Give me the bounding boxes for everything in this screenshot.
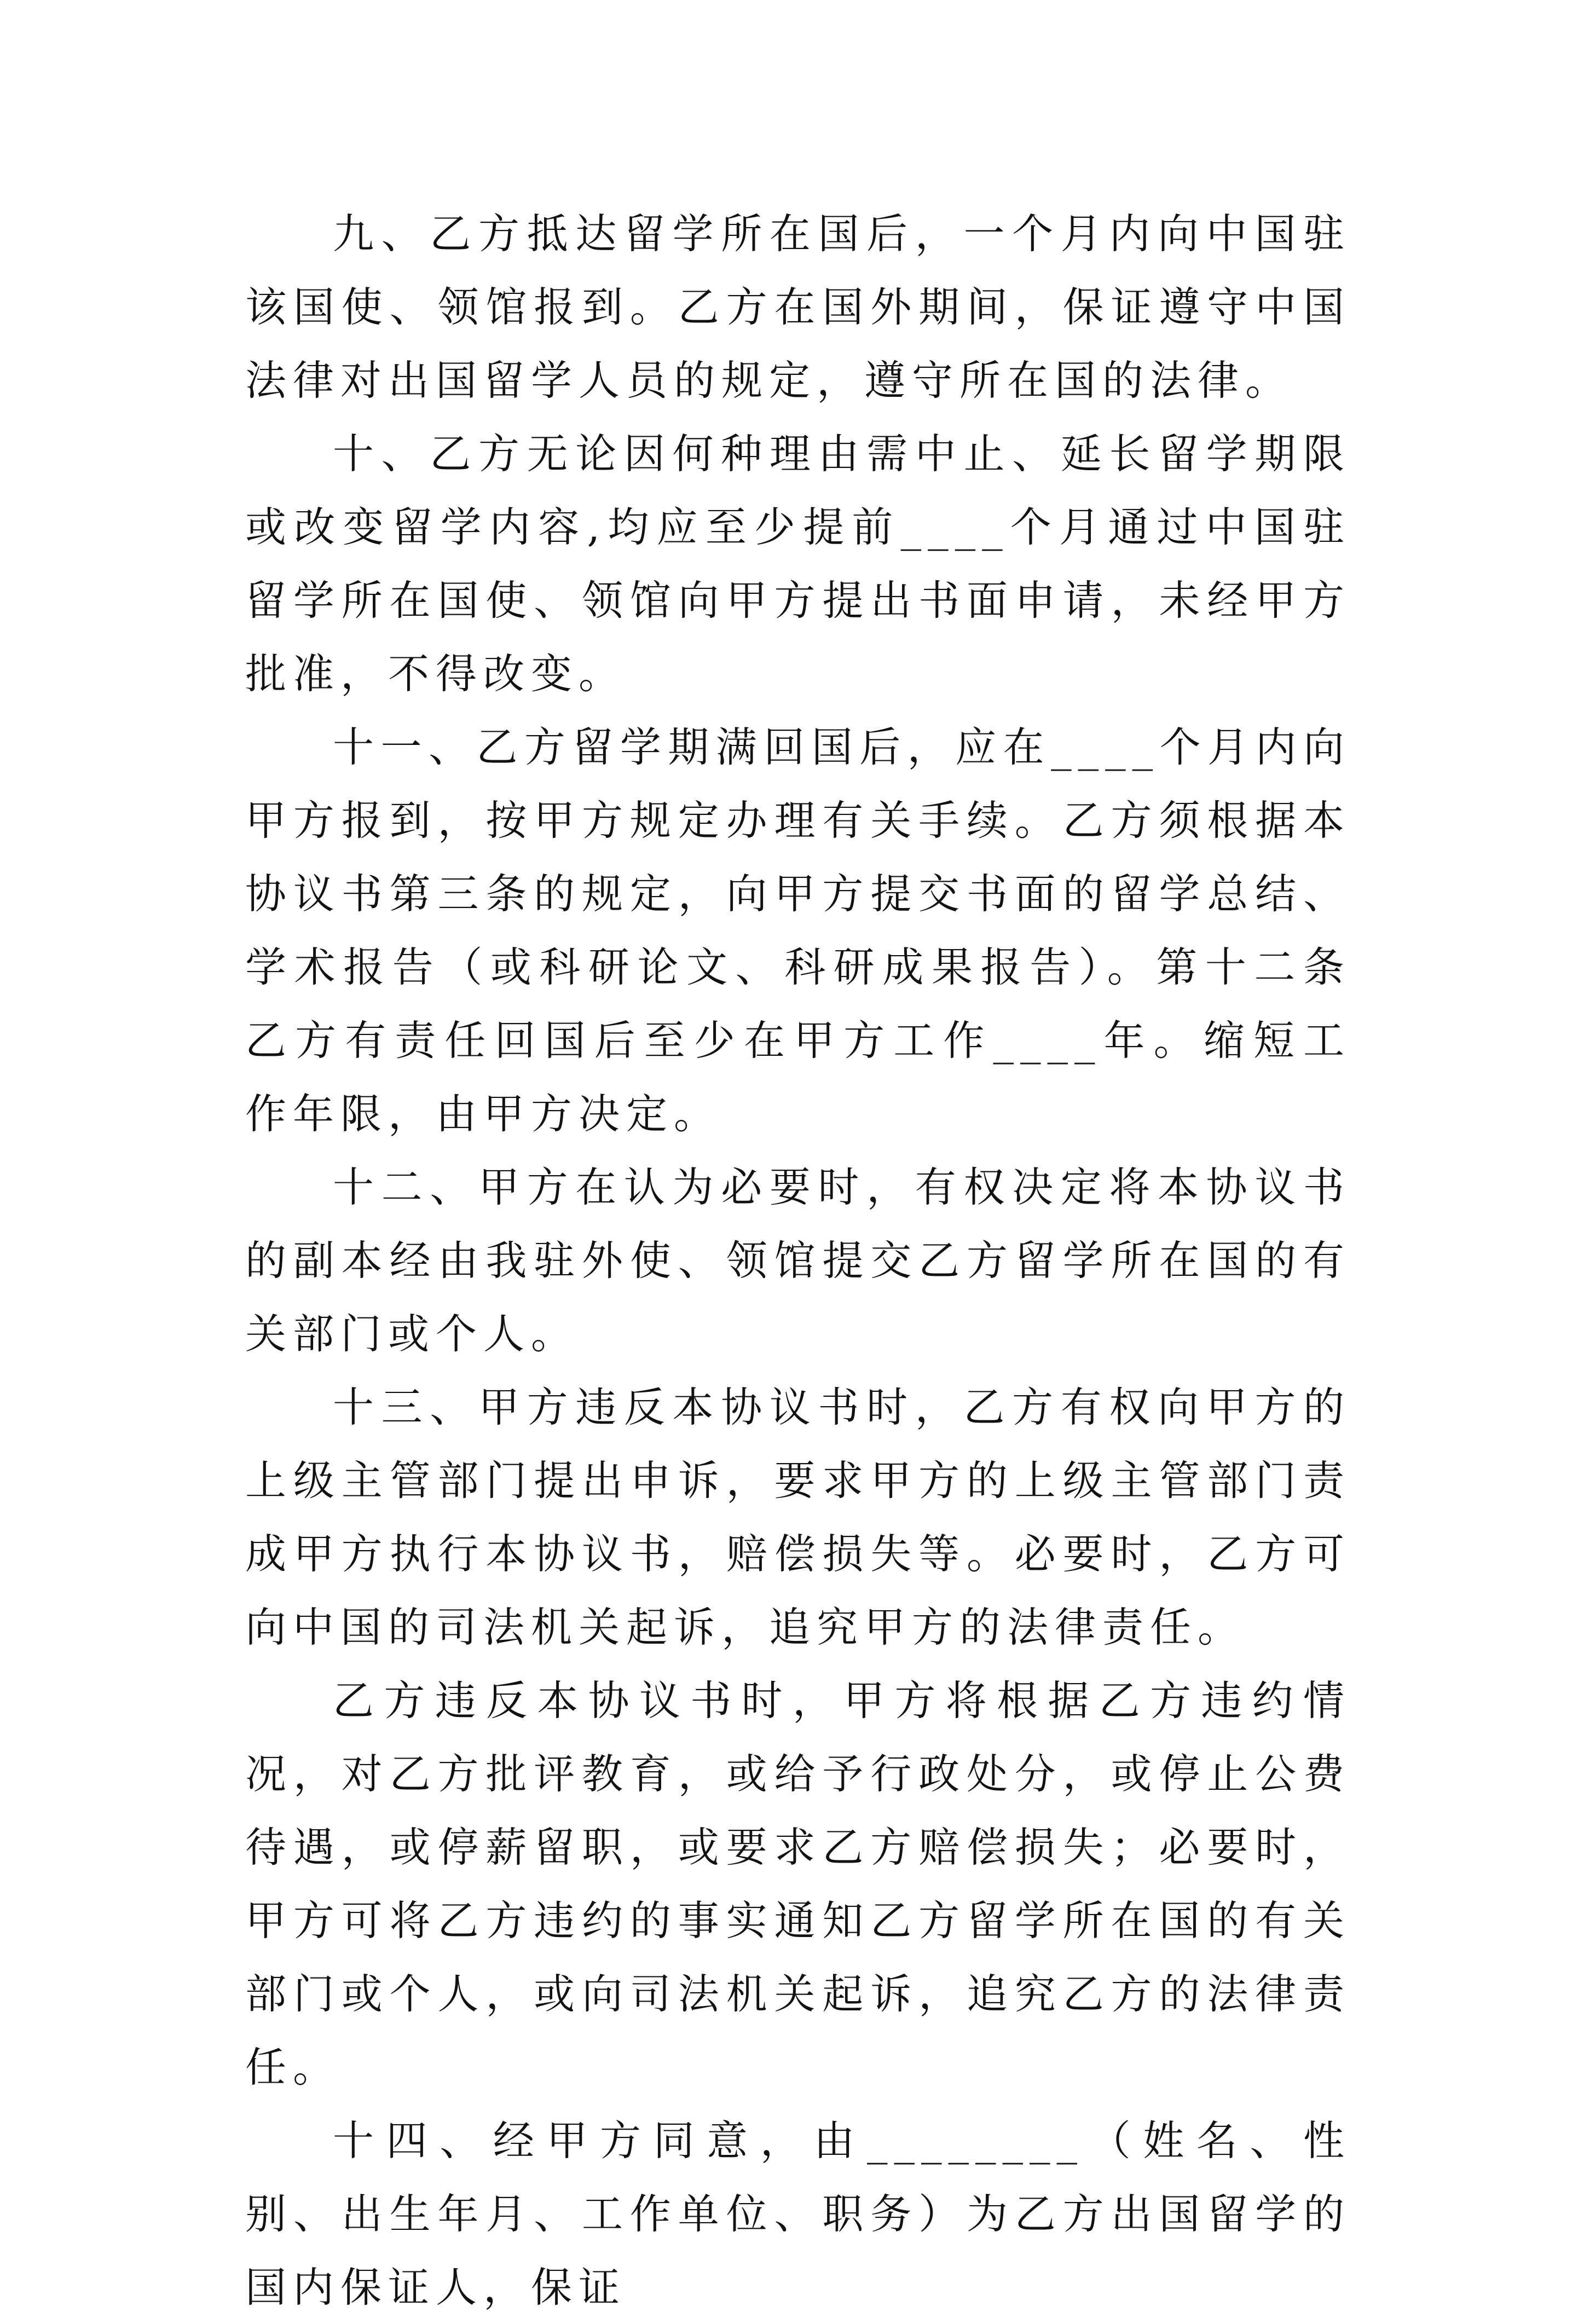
document-body xyxy=(245,197,1351,2324)
clause-11-paragraph: 十一、乙方留学期满回国后，应在____个月内向甲方报到，按甲方规定办理有关手续。乙方须根据本协议书第三条的规定，向甲方提交书面的留学总结、学术报告（或科研论文、科研成果报告）。第十二条乙方有责任回国后至少在甲方工作____年。缩短工作年限，由甲方决定。 xyxy=(245,723,1351,1138)
breach-by-party-b-paragraph: 乙方违反本协议书时，甲方将根据乙方违约情况，对乙方批评教育，或给予行政处分，或停止公费待遇，或停薪留职，或要求乙方赔偿损失；必要时，甲方可将乙方违约的事实通知乙方留学所在国的有关部门或个人，或向司法机关起诉，追究乙方的法律责任。 xyxy=(245,1676,1351,2091)
clause-14-paragraph: 十四、经甲方同意，由________（姓名、性别、出生年月、工作单位、职务）为乙方出国留学的国内保证人，保证 xyxy=(245,2117,1351,2311)
clause-9-paragraph: 九、乙方抵达留学所在国后，一个月内向中国驻该国使、领馆报到。乙方在国外期间，保证遵守中国法律对出国留学人员的规定，遵守所在国的法律。 xyxy=(245,210,1351,404)
clause-12-paragraph: 十二、甲方在认为必要时，有权决定将本协议书的副本经由我驻外使、领馆提交乙方留学所在国的有关部门或个人。 xyxy=(245,1163,1351,1358)
clause-10-paragraph: 十、乙方无论因何种理由需中止、延长留学期限或改变留学内容,均应至少提前____个月通过中国驻留学所在国使、领馆向甲方提出书面申请，未经甲方批准，不得改变。 xyxy=(245,430,1351,698)
clause-13-paragraph: 十三、甲方违反本协议书时，乙方有权向甲方的上级主管部门提出申诉，要求甲方的上级主管部门责成甲方执行本协议书，赔偿损失等。必要时，乙方可向中国的司法机关起诉，追究甲方的法律责任。 xyxy=(245,1383,1351,1651)
